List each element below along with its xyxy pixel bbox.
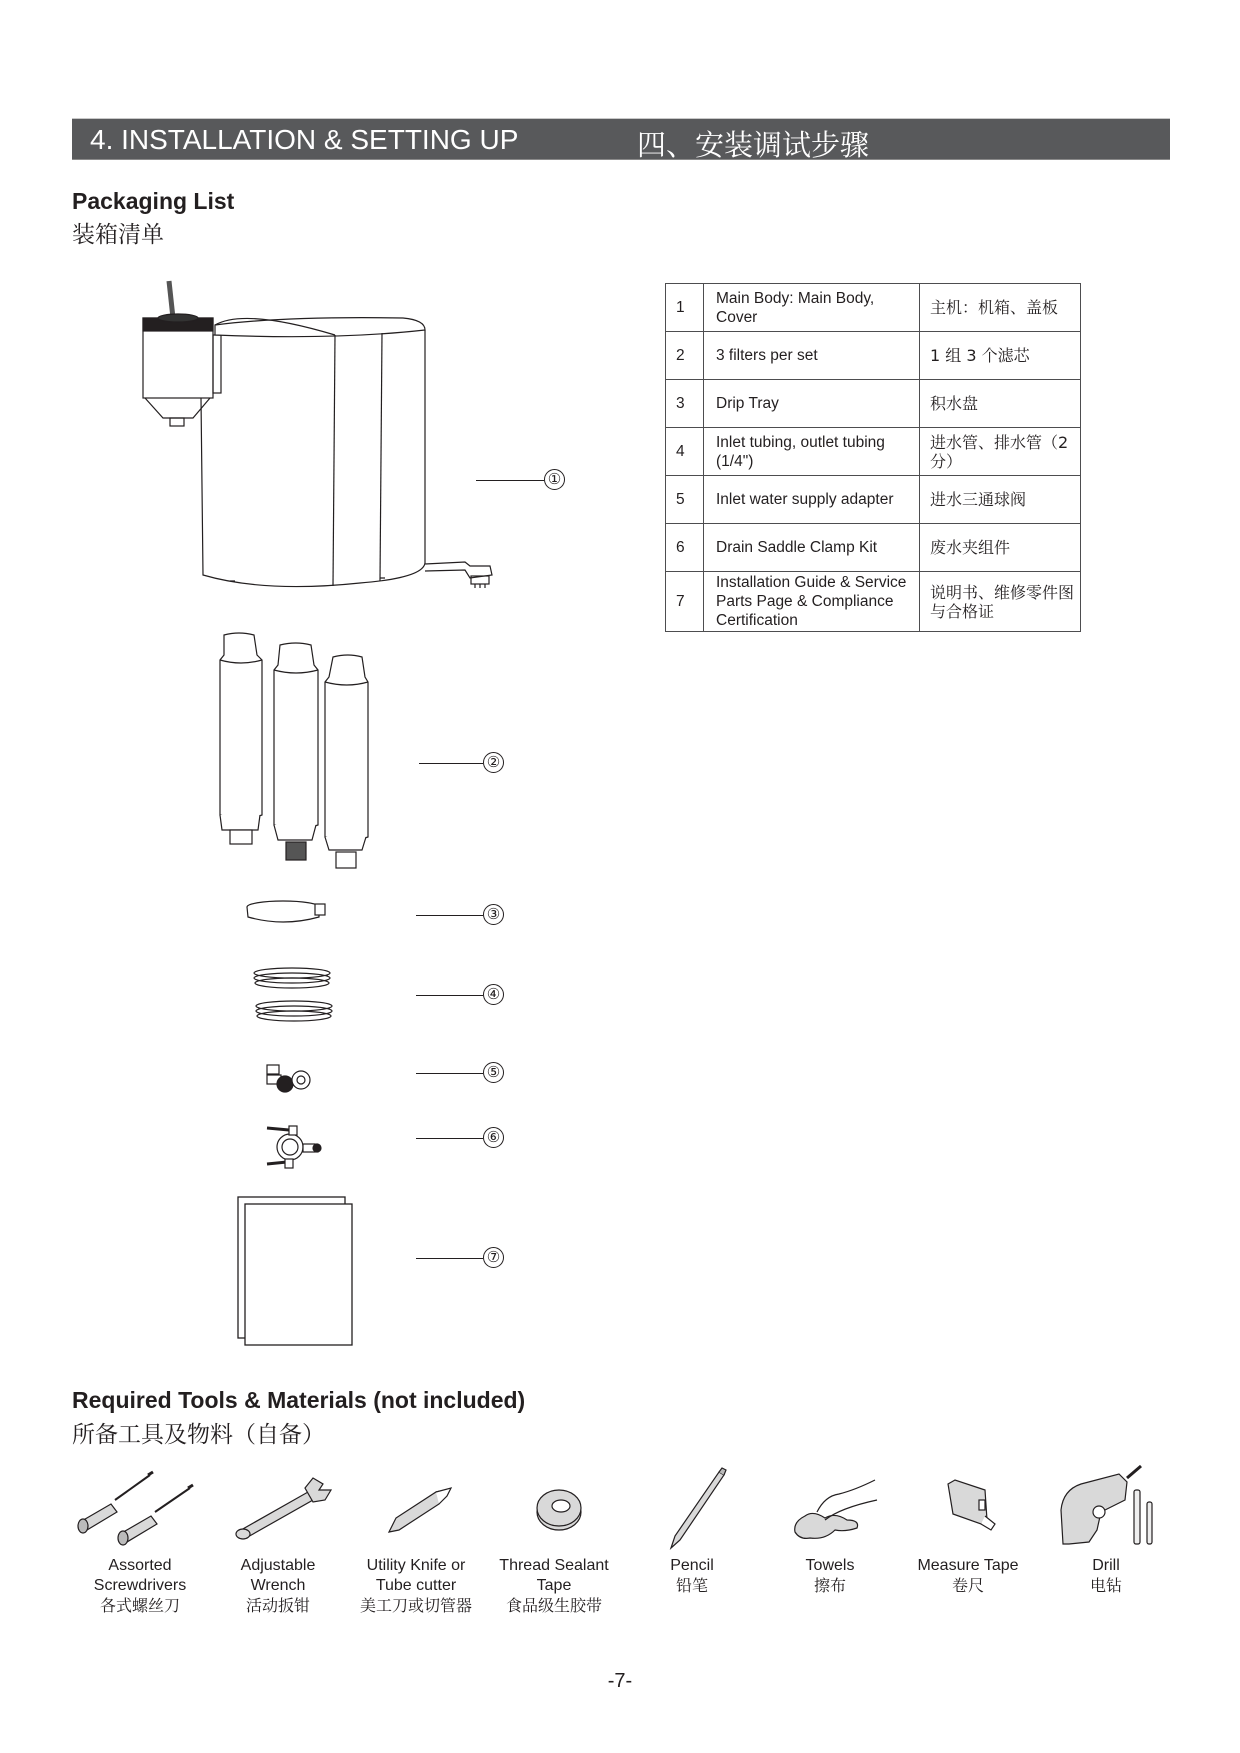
row-number: 3 <box>666 380 704 428</box>
callout-4: ④ <box>483 984 504 1005</box>
packaging-table-row <box>666 284 1081 332</box>
wrench-icon <box>213 1460 343 1550</box>
tool-label-zh: 美工刀或切管器 <box>359 1596 472 1615</box>
row-number: 2 <box>666 332 704 380</box>
packaging-table <box>665 283 1081 632</box>
tool-item <box>1037 1460 1175 1596</box>
tool-label-en: Pencil <box>670 1557 714 1574</box>
item-name-zh: 废水夹组件 <box>920 524 1081 572</box>
tool-item <box>347 1460 485 1616</box>
packaging-table-row <box>666 476 1081 524</box>
page-number: -7- <box>607 1670 633 1692</box>
tool-label-zh: 电钻 <box>1089 1576 1122 1595</box>
callout-leader-5 <box>416 1073 483 1074</box>
item-name-zh: 1 组 3 个滤芯 <box>920 332 1081 380</box>
measure-tape-icon <box>903 1460 1033 1550</box>
item-name-en: 3 filters per set <box>704 332 920 380</box>
sealant-tape-icon <box>489 1460 619 1550</box>
documents-illustration <box>236 1195 356 1348</box>
row-number: 6 <box>666 524 704 572</box>
required-tools-title-zh: 所备工具及物料（自备） <box>72 1422 325 1448</box>
item-name-zh: 主机：机箱、盖板 <box>920 284 1081 332</box>
tool-label-en: Assorted <box>108 1557 172 1574</box>
item-name-en: Main Body: Main Body, Cover <box>704 284 920 332</box>
row-number: 7 <box>666 572 704 632</box>
item-name-en: Inlet tubing, outlet tubing (1/4") <box>704 428 920 476</box>
screwdrivers-icon <box>75 1460 205 1550</box>
row-number: 4 <box>666 428 704 476</box>
supply-adapter-illustration <box>265 1062 313 1096</box>
callout-3: ③ <box>483 904 504 925</box>
packaging-table-row <box>666 572 1081 632</box>
section-header-bar <box>72 118 1170 160</box>
tool-label-en2: Wrench <box>250 1577 306 1594</box>
tool-label-zh: 铅笔 <box>675 1576 708 1595</box>
tool-label-en2: Screwdrivers <box>93 1577 187 1594</box>
item-name-zh: 进水管、排水管（2 分） <box>920 428 1081 476</box>
required-tools-title: Required Tools & Materials (not included) <box>72 1387 526 1413</box>
packaging-table-row <box>666 524 1081 572</box>
towels-icon <box>765 1460 895 1550</box>
callout-leader-7 <box>416 1258 483 1259</box>
row-number: 5 <box>666 476 704 524</box>
tool-item <box>209 1460 347 1616</box>
item-name-zh: 进水三通球阀 <box>920 476 1081 524</box>
tool-label-en: Thread Sealant <box>499 1557 609 1574</box>
packaging-table-row <box>666 332 1081 380</box>
tubing-illustration <box>252 966 337 1028</box>
tool-label-zh: 食品级生胶带 <box>505 1596 602 1615</box>
tool-item <box>761 1460 899 1596</box>
tool-label-en2: Tube cutter <box>375 1577 457 1594</box>
section-title-en: 4. INSTALLATION & SETTING UP <box>90 124 519 155</box>
item-name-zh: 说明书、维修零件图与合格证 <box>920 572 1081 632</box>
section-title-zh: 四、安装调试步骤 <box>637 128 870 162</box>
drill-icon <box>1041 1460 1171 1550</box>
tool-label-zh: 各式螺丝刀 <box>99 1596 180 1615</box>
packaging-table-row <box>666 380 1081 428</box>
tool-label-en: Utility Knife or <box>366 1557 466 1574</box>
tool-item <box>71 1460 209 1616</box>
tool-label-en: Towels <box>805 1557 855 1574</box>
drain-clamp-illustration <box>265 1122 325 1172</box>
callout-leader-1 <box>476 480 544 481</box>
packaging-list-title: Packaging List <box>72 188 235 214</box>
callout-leader-2 <box>419 763 483 764</box>
tool-label-en2: Tape <box>536 1577 572 1594</box>
tool-item <box>623 1460 761 1596</box>
main-body-illustration <box>135 278 505 588</box>
callout-leader-4 <box>416 995 483 996</box>
item-name-en: Installation Guide & Service Parts Page & Compliance Certification <box>704 572 920 632</box>
callout-6: ⑥ <box>483 1127 504 1148</box>
pencil-icon <box>627 1460 757 1550</box>
item-name-zh: 积水盘 <box>920 380 1081 428</box>
row-number: 1 <box>666 284 704 332</box>
drip-tray-illustration <box>245 897 330 927</box>
tool-label-en: Drill <box>1092 1557 1120 1574</box>
callout-7: ⑦ <box>483 1247 504 1268</box>
tool-label-zh: 活动扳钳 <box>245 1596 310 1615</box>
packaging-list-title-zh: 装箱清单 <box>72 222 164 248</box>
callout-1: ① <box>544 469 565 490</box>
tool-label-en: Measure Tape <box>917 1557 1019 1574</box>
filters-illustration <box>212 630 377 875</box>
tool-label-en: Adjustable <box>240 1557 316 1574</box>
callout-5: ⑤ <box>483 1062 504 1083</box>
item-name-en: Drip Tray <box>704 380 920 428</box>
callout-leader-6 <box>416 1138 483 1139</box>
callout-leader-3 <box>416 915 483 916</box>
utility-knife-icon <box>351 1460 481 1550</box>
tool-label-zh: 擦布 <box>813 1576 846 1595</box>
tool-item <box>899 1460 1037 1596</box>
tool-label-zh: 卷尺 <box>951 1576 984 1595</box>
tool-item <box>485 1460 623 1616</box>
packaging-table-row <box>666 428 1081 476</box>
item-name-en: Inlet water supply adapter <box>704 476 920 524</box>
item-name-en: Drain Saddle Clamp Kit <box>704 524 920 572</box>
callout-2: ② <box>483 752 504 773</box>
